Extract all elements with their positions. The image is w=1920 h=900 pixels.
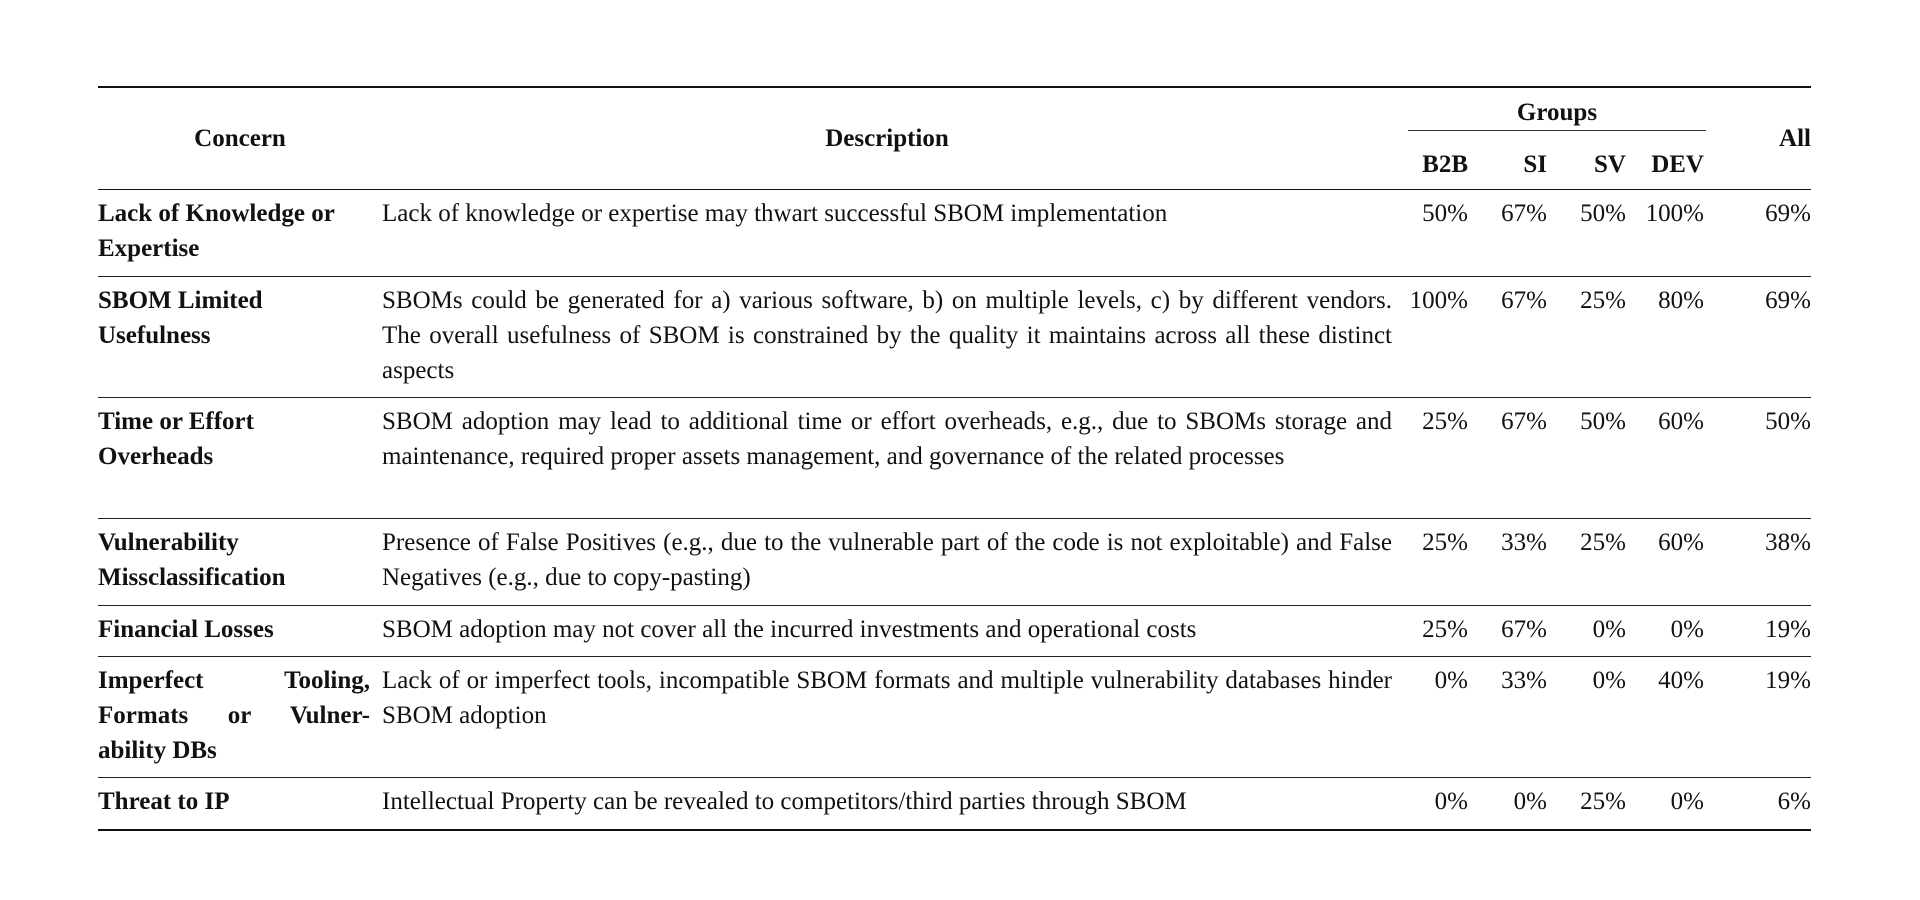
dev-cell: 100% (1626, 190, 1718, 277)
dev-cell: 60% (1626, 519, 1718, 606)
table-row (98, 778, 1811, 831)
dev-cell: 40% (1626, 657, 1718, 778)
header-si: SI (1468, 140, 1547, 190)
sv-cell: 0% (1547, 606, 1626, 657)
table-row (98, 190, 1811, 277)
all-cell: 38% (1718, 519, 1811, 606)
table-row (98, 657, 1811, 778)
b2b-cell: 0% (1392, 657, 1468, 778)
table-body (98, 190, 1811, 831)
all-cell: 69% (1718, 190, 1811, 277)
header-b2b: B2B (1392, 140, 1468, 190)
concern-cell: SBOM Limited Usefulness (98, 277, 382, 398)
b2b-cell: 0% (1392, 778, 1468, 831)
table-row (98, 277, 1811, 398)
concern-cell: Vulnerability Missclassification (98, 519, 382, 606)
sv-cell: 25% (1547, 519, 1626, 606)
all-cell: 69% (1718, 277, 1811, 398)
concern-cell: Threat to IP (98, 778, 382, 831)
sv-cell: 50% (1547, 398, 1626, 519)
si-cell: 33% (1468, 657, 1547, 778)
all-cell: 6% (1718, 778, 1811, 831)
description-cell: Intellectual Property can be revealed to competitors/third parties through SBOM (382, 778, 1392, 831)
header-dev: DEV (1626, 140, 1718, 190)
si-cell: 67% (1468, 277, 1547, 398)
table-row (98, 606, 1811, 657)
dev-cell: 60% (1626, 398, 1718, 519)
b2b-cell: 50% (1392, 190, 1468, 277)
sv-cell: 0% (1547, 657, 1626, 778)
description-cell: Lack of or imperfect tools, incompatible SBOM formats and multiple vulnerability databases hinder SBOM adoption (382, 657, 1392, 778)
b2b-cell: 25% (1392, 606, 1468, 657)
si-cell: 33% (1468, 519, 1547, 606)
sv-cell: 25% (1547, 277, 1626, 398)
si-cell: 0% (1468, 778, 1547, 831)
table-row (98, 398, 1811, 519)
description-cell: SBOMs could be generated for a) various software, b) on multiple levels, c) by different vendors. The overall usefulness of SBOM is constrained by the quality it maintains across all these distinct aspects (382, 277, 1392, 398)
header-all: All (1718, 87, 1811, 190)
sv-cell: 50% (1547, 190, 1626, 277)
concerns-table (98, 86, 1811, 831)
all-cell: 19% (1718, 657, 1811, 778)
header-groups (1392, 87, 1718, 140)
all-cell: 50% (1718, 398, 1811, 519)
concern-cell: Lack of Knowledge or Expertise (98, 190, 382, 277)
dev-cell: 80% (1626, 277, 1718, 398)
concern-cell: Time or Effort Overheads (98, 398, 382, 519)
si-cell: 67% (1468, 606, 1547, 657)
table-row (98, 519, 1811, 606)
description-cell: SBOM adoption may lead to additional time or effort overheads, e.g., due to SBOMs storage and maintenance, required proper assets management, and governance of the related processes (382, 398, 1392, 519)
description-cell: Presence of False Positives (e.g., due to the vulnerable part of the code is not exploitable) and False Negatives (e.g., due to copy-pasting) (382, 519, 1392, 606)
si-cell: 67% (1468, 190, 1547, 277)
si-cell: 67% (1468, 398, 1547, 519)
b2b-cell: 25% (1392, 519, 1468, 606)
header-groups-label: Groups (1408, 99, 1706, 131)
description-cell: Lack of knowledge or expertise may thwart successful SBOM implementation (382, 190, 1392, 277)
concern-cell: Financial Losses (98, 606, 382, 657)
table-header (98, 87, 1811, 190)
sv-cell: 25% (1547, 778, 1626, 831)
dev-cell: 0% (1626, 606, 1718, 657)
b2b-cell: 100% (1392, 277, 1468, 398)
header-concern: Concern (98, 87, 382, 190)
concern-cell: Imperfect Tooling, Formats or Vulner-ability DBs (98, 657, 382, 778)
description-cell: SBOM adoption may not cover all the incurred investments and operational costs (382, 606, 1392, 657)
b2b-cell: 25% (1392, 398, 1468, 519)
dev-cell: 0% (1626, 778, 1718, 831)
header-description: Description (382, 87, 1392, 190)
all-cell: 19% (1718, 606, 1811, 657)
header-sv: SV (1547, 140, 1626, 190)
